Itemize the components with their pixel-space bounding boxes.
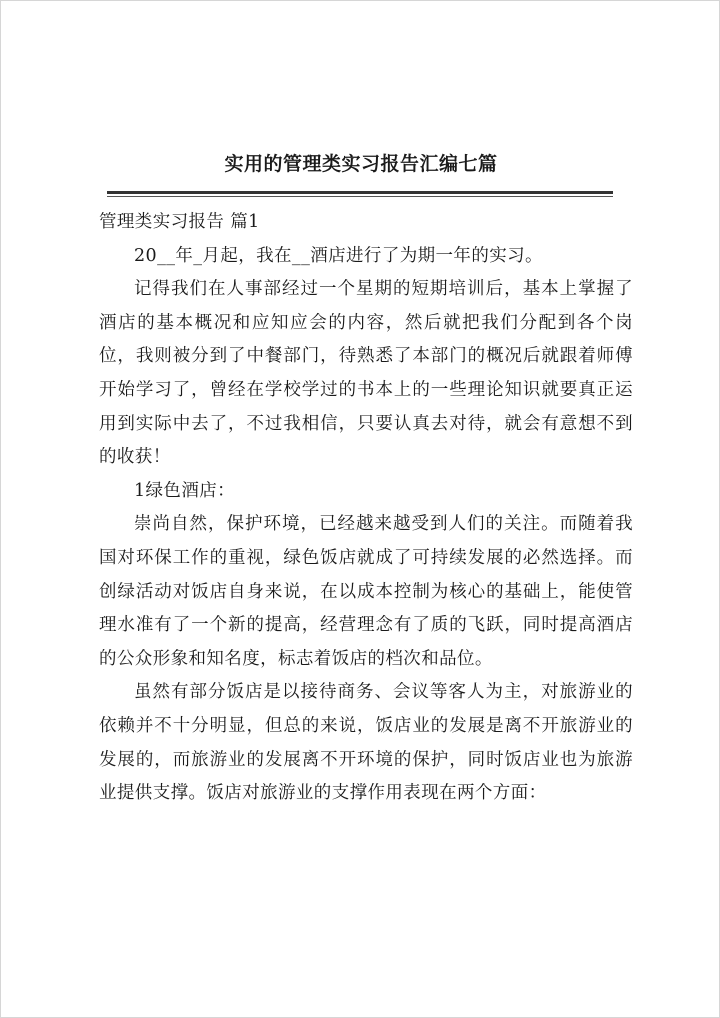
- paragraph-training: 记得我们在人事部经过一个星期的短期培训后，基本上掌握了酒店的基本概况和应知应会的内容，然后就把我们分配到各个岗位，我则被分到了中餐部门，待熟悉了本部门的概况后就跟着师傅开始学习了，曾经在学校学过的书本上的一些理论知识就要真正运用到实际中去了，不过我相信，只要认真去对待，就会有意想不到的收获！: [99, 279, 633, 468]
- subheading-green-hotel: 1绿色酒店：: [134, 480, 236, 501]
- paragraph-tourism: 虽然有部分饭店是以接待商务、会议等客人为主，对旅游业的依赖并不十分明显，但总的来说，饭店业的发展是离不开旅游业的发展的，而旅游业的发展离不开环境的保护，同时饭店业也为旅游业提供支撑。饭店对旅游业的支撑作用表现在两个方面：: [99, 682, 633, 804]
- title-rule-thin: [107, 196, 613, 197]
- document-title: 实用的管理类实习报告汇编七篇: [224, 153, 498, 175]
- document-body: [99, 206, 633, 811]
- title-rule-thick: [107, 191, 613, 194]
- paragraph-green-hotel: 崇尚自然，保护环境，已经越来越受到人们的关注。而随着我国对环保工作的重视，绿色饭店就成了可持续发展的必然选择。而创绿活动对饭店自身来说，在以成本控制为核心的基础上，能使管理水准有了一个新的提高，经营理念有了质的飞跃，同时提高酒店的公众形象和知名度，标志着饭店的档次和品位。: [99, 514, 633, 669]
- paragraph-intro: 20__年_月起，我在__酒店进行了为期一年的实习。: [134, 245, 543, 266]
- section-heading: 管理类实习报告 篇1: [99, 212, 260, 232]
